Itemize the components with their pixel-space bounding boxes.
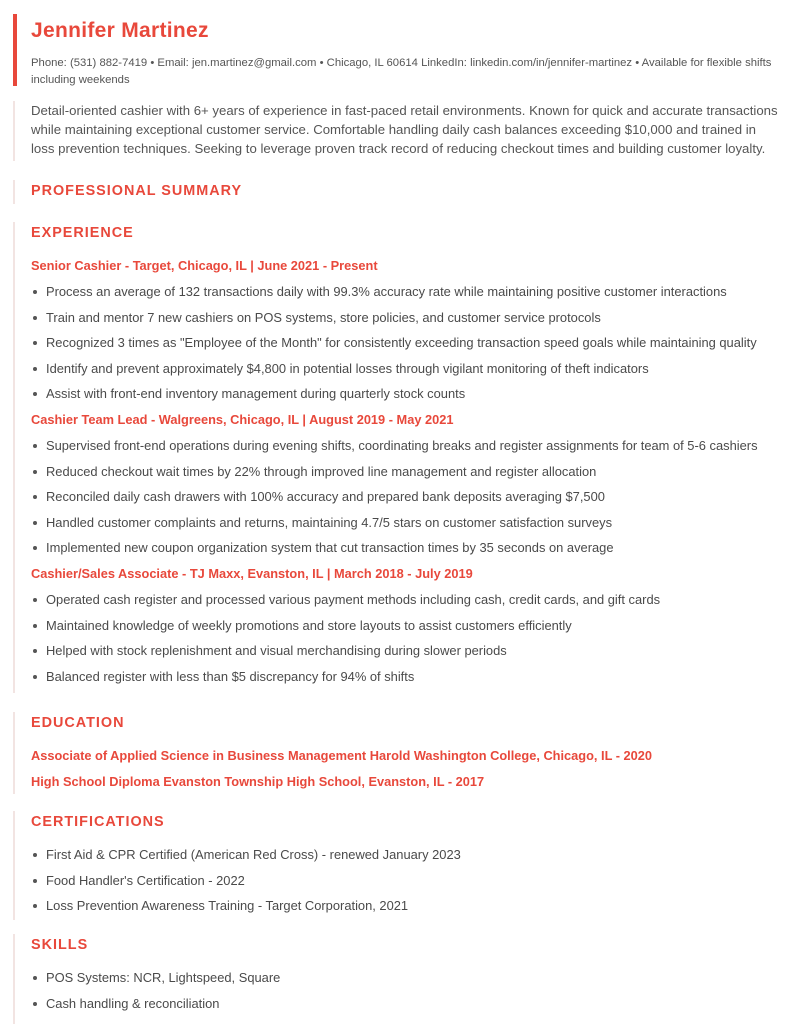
professional-summary-heading: PROFESSIONAL SUMMARY (31, 183, 243, 199)
certifications-heading: CERTIFICATIONS (31, 814, 165, 830)
education-item: Associate of Applied Science in Business Management Harold Washington College, Chicago, IL - 2020 (31, 748, 653, 763)
summary-text: Detail-oriented cashier with 6+ years of experience in fast-paced retail environments. Known for quick and accurate transactions while maintaining exceptional customer service. Comfortable handling daily cash balances exceeding $10,000 and trained in loss prevention techniques. Seeking to leverage proven track record of reducing checkout times and building customer loyalty. (31, 103, 778, 156)
list-item: Reduced checkout wait times by 22% through improved line management and register allocation (31, 463, 783, 481)
experience-heading: EXPERIENCE (31, 225, 134, 241)
list-item: Reconciled daily cash drawers with 100% accuracy and prepared bank deposits averaging $7,500 (31, 488, 783, 506)
experience-section (13, 222, 783, 693)
list-item: Loss Prevention Awareness Training - Target Corporation, 2021 (31, 897, 783, 915)
list-item: Operated cash register and processed various payment methods including cash, credit cards, and gift cards (31, 591, 783, 609)
resume-header (13, 14, 783, 86)
job-title: Cashier Team Lead - Walgreens, Chicago, IL | August 2019 - May 2021 (31, 411, 454, 427)
list-item: Helped with stock replenishment and visual merchandising during slower periods (31, 642, 783, 660)
list-item: Process an average of 132 transactions daily with 99.3% accuracy rate while maintaining positive customer interactions (31, 283, 783, 301)
list-item: Implemented new coupon organization system that cut transaction times by 35 seconds on average (31, 539, 783, 557)
list-item: POS Systems: NCR, Lightspeed, Square (31, 969, 783, 987)
certifications-list (31, 846, 783, 915)
list-item: First Aid & CPR Certified (American Red Cross) - renewed January 2023 (31, 846, 783, 864)
job-bullets (31, 437, 783, 557)
list-item: Balanced register with less than $5 discrepancy for 94% of shifts (31, 668, 783, 686)
list-item: Identify and prevent approximately $4,800 in potential losses through vigilant monitoring of theft indicators (31, 360, 783, 378)
list-item: Train and mentor 7 new cashiers on POS systems, store policies, and customer service protocols (31, 309, 783, 327)
list-item: Handled customer complaints and returns, maintaining 4.7/5 stars on customer satisfaction surveys (31, 514, 783, 532)
job-bullets (31, 283, 783, 403)
job-title: Cashier/Sales Associate - TJ Maxx, Evanston, IL | March 2018 - July 2019 (31, 565, 473, 581)
list-item: Food Handler's Certification - 2022 (31, 872, 783, 890)
certifications-section (13, 811, 783, 920)
candidate-name: Jennifer Martinez (31, 19, 209, 42)
skills-list (31, 969, 783, 1013)
summary-block (13, 101, 783, 161)
education-heading: EDUCATION (31, 715, 125, 731)
list-item: Supervised front-end operations during evening shifts, coordinating breaks and register assignments for team of 5-6 cashiers (31, 437, 783, 455)
education-item: High School Diploma Evanston Township High School, Evanston, IL - 2017 (31, 774, 485, 789)
list-item: Cash handling & reconciliation (31, 995, 783, 1013)
job-title: Senior Cashier - Target, Chicago, IL | June 2021 - Present (31, 258, 378, 273)
professional-summary-section (13, 180, 783, 204)
list-item: Recognized 3 times as "Employee of the Month" for consistently exceeding transaction speed goals while maintaining quality (31, 334, 783, 352)
skills-section (13, 934, 783, 1024)
skills-heading: SKILLS (31, 937, 89, 953)
list-item: Maintained knowledge of weekly promotions and store layouts to assist customers efficiently (31, 617, 783, 635)
education-section (13, 712, 783, 794)
list-item: Assist with front-end inventory management during quarterly stock counts (31, 385, 783, 403)
job-bullets (31, 591, 783, 686)
contact-info: Phone: (531) 882-7419 • Email: jen.martinez@gmail.com • Chicago, IL 60614 LinkedIn: linkedin.com/in/jennifer-martinez • Available for flexible shifts including weekends (31, 57, 772, 86)
